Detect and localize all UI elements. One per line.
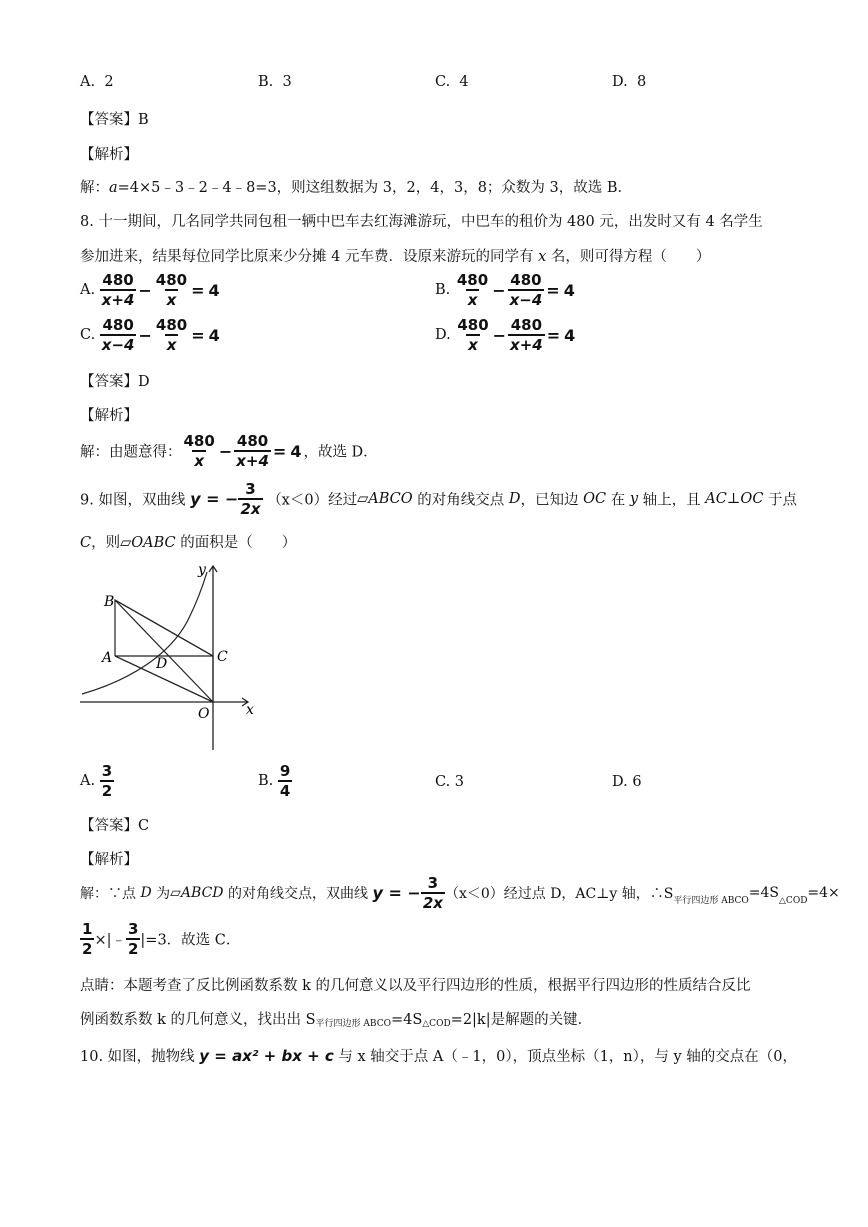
solution-text: =4S: [748, 885, 780, 901]
stem-text: 9. 如图，双曲线: [80, 492, 191, 509]
denominator: x−4: [101, 336, 135, 354]
option-letter: C.: [435, 74, 451, 90]
q9-answer: [80, 814, 149, 835]
fraction: [421, 874, 445, 912]
numerator: 480: [155, 316, 188, 334]
equals-sign: =: [191, 325, 205, 345]
numerator: 3: [427, 874, 439, 892]
denominator: x: [467, 291, 478, 309]
q8-option-c: [80, 316, 222, 354]
stem-text: 的面积是（ ）: [175, 535, 297, 551]
option-value: 4: [459, 74, 469, 90]
fraction: [238, 480, 262, 518]
solution-prefix: 解：由题意得：: [80, 444, 182, 461]
numerator: 3: [101, 762, 113, 780]
solution-text: 的对角线交点，双曲线: [223, 886, 373, 902]
numerator: 9: [279, 762, 291, 780]
numerator: 480: [510, 316, 543, 334]
shape-name: ABCO: [368, 491, 413, 507]
subscript: 平行四边形 ABCO: [315, 1019, 391, 1029]
fraction: [154, 316, 189, 354]
segment-bo: [115, 600, 213, 702]
option-value: 3: [454, 774, 465, 790]
equation: y = ax² + bx + c: [199, 1047, 334, 1065]
equals-sign: =: [191, 280, 205, 300]
denominator: x: [194, 452, 204, 470]
fraction: [234, 432, 271, 470]
numerator: 480: [155, 271, 188, 289]
q7-answer: [80, 108, 149, 129]
option-value: 2: [104, 74, 114, 90]
q8-option-a: [80, 271, 222, 309]
numerator: 1: [82, 920, 93, 938]
stem-text: 在: [606, 492, 630, 509]
rhs: 4: [208, 280, 220, 300]
label-b: B: [104, 594, 115, 610]
fraction: [455, 316, 490, 354]
answer-value: D: [138, 374, 150, 390]
subscript: △COD: [779, 896, 808, 906]
option-letter: B.: [258, 773, 274, 789]
label-y: y: [198, 562, 206, 578]
q9-comment-line2: [80, 1008, 592, 1029]
option-value: 6: [632, 774, 642, 790]
minus-sign: −: [492, 280, 506, 300]
numerator: 480: [457, 316, 489, 334]
label-d: D: [156, 656, 168, 672]
solution-text: （x＜0）经过点 D，AC⊥y 轴，∴S: [444, 886, 674, 902]
minus-sign: −: [218, 441, 233, 461]
axis-name: y: [629, 491, 639, 507]
fraction: [100, 316, 137, 354]
denominator: x+4: [101, 291, 135, 309]
solution-text: |=3．故选 C．: [140, 932, 241, 949]
fraction: [508, 316, 545, 354]
q9-stem-line1: [80, 480, 797, 518]
denominator: x+4: [510, 336, 543, 354]
option-letter: A.: [80, 74, 96, 90]
equation-lhs: y = −: [372, 883, 421, 903]
numerator: 480: [510, 271, 542, 289]
rhs: 4: [563, 280, 575, 300]
denominator: 2: [101, 782, 113, 800]
q9-solution-line1: [80, 874, 840, 912]
solution-suffix: ，故选 D．: [303, 444, 378, 461]
option-letter: B.: [258, 74, 274, 90]
equals-sign: =: [546, 325, 561, 345]
q10-stem: [80, 1045, 797, 1066]
denominator: x−4: [509, 291, 543, 309]
fraction: [100, 271, 137, 309]
fraction: [126, 920, 140, 958]
denominator: x: [166, 291, 177, 309]
q9-figure: [70, 560, 270, 760]
label-c: C: [217, 649, 228, 665]
answer-tag: 【答案】: [80, 112, 138, 128]
numerator: 3: [127, 920, 139, 938]
shape-name: OABC: [131, 535, 176, 551]
segment-bc: [115, 600, 213, 656]
fraction: [154, 271, 189, 309]
fraction: [508, 271, 545, 309]
variable-x: x: [538, 249, 547, 265]
label-x: x: [246, 702, 254, 718]
option-letter: A.: [80, 773, 96, 789]
stem-text: 轴上，且: [638, 492, 706, 509]
rhs: 4: [290, 441, 302, 461]
denominator: x: [468, 336, 478, 354]
option-letter: D.: [612, 74, 628, 90]
equation-lhs: y = −: [190, 489, 239, 509]
equals-sign: =: [272, 441, 287, 461]
subscript: △COD: [422, 1019, 451, 1029]
comment-text: =2|k|是解题的关键．: [450, 1012, 593, 1028]
q9-stem-line2: [80, 531, 296, 552]
option-value: 3: [282, 74, 292, 90]
fraction: [100, 762, 114, 800]
minus-sign: −: [138, 280, 152, 300]
numerator: 480: [102, 316, 134, 334]
q9-option-a: [80, 762, 114, 800]
option-letter: C.: [80, 327, 96, 343]
comment-text: 例函数系数 k 的几何意义，找出出 S: [80, 1012, 316, 1028]
solution-prefix: 解：: [80, 180, 109, 196]
stem-text: 名，则可得方程（ ）: [546, 249, 711, 265]
parallelogram-symbol: ▱: [170, 885, 181, 901]
q8-option-d: [435, 316, 577, 354]
segment-name: OC: [583, 491, 607, 507]
answer-tag: 【答案】: [80, 374, 138, 390]
parallelogram-symbol: ▱: [357, 491, 369, 507]
stem-text: 于点: [763, 492, 798, 509]
numerator: 480: [102, 271, 134, 289]
rhs: 4: [208, 325, 220, 345]
option-letter: D.: [612, 774, 628, 790]
denominator: 2x: [422, 894, 443, 912]
option-letter: C.: [435, 774, 451, 790]
q8-stem-line2: [80, 245, 710, 266]
solution-text: ×|﹣: [94, 932, 126, 949]
denominator: 4: [279, 782, 291, 800]
q8-option-b: [435, 271, 577, 309]
fraction: [455, 271, 490, 309]
q9-option-b: [258, 762, 292, 800]
label-o: O: [198, 706, 210, 722]
q7-option-b: [258, 74, 292, 90]
variable-a: a: [109, 180, 118, 196]
solution-text: 解：∵点: [80, 886, 141, 902]
numerator: 480: [183, 432, 215, 450]
q9-analysis-tag: 【解析】: [80, 852, 138, 868]
subscript: 平行四边形 ABCO: [673, 896, 749, 906]
numerator: 480: [236, 432, 269, 450]
solution-text: =4×5﹣3﹣2﹣4﹣8=3，则这组数据为 3，2，4，3，8；众数为 3，故选 B．: [117, 180, 633, 196]
q8-answer: [80, 370, 150, 391]
q9-comment-line1: 点睛：本题考查了反比例函数系数 k 的几何意义以及平行四边形的性质，根据平行四边形的性质结合反比: [80, 978, 751, 994]
parallelogram-symbol: ▱: [120, 535, 132, 551]
stem-text: （x＜0）经过: [267, 492, 358, 509]
option-letter: D.: [435, 327, 451, 343]
q7-option-c: [435, 74, 469, 90]
minus-sign: −: [492, 325, 507, 345]
shape-name: ABCD: [180, 885, 224, 901]
denominator: x+4: [236, 452, 269, 470]
comment-text: =4S: [390, 1012, 423, 1028]
answer-value: B: [138, 112, 149, 128]
denominator: 2: [82, 940, 93, 958]
point-name: D: [508, 491, 521, 507]
point-name: C: [80, 535, 92, 551]
perpendicular-relation: AC⊥OC: [705, 491, 764, 507]
q9-option-c: [435, 774, 464, 790]
q7-solution: [80, 176, 632, 197]
q8-solution: [80, 432, 378, 470]
rhs: 4: [564, 325, 576, 345]
denominator: 2x: [240, 500, 261, 518]
option-letter: B.: [435, 282, 451, 298]
q9-solution-line2: [80, 920, 240, 958]
q9-option-d: [612, 774, 642, 790]
fraction: [80, 920, 94, 958]
option-value: 8: [636, 74, 647, 90]
q7-option-d: [612, 74, 646, 90]
q8-stem-line1: 8. 十一期间，几名同学共同包租一辆中巴车去红海滩游玩，中巴车的租价为 480 元，出发时又有 4 名学生: [80, 214, 763, 230]
point-name: D: [140, 885, 152, 901]
minus-sign: −: [138, 325, 152, 345]
q8-analysis-tag: 【解析】: [80, 408, 138, 424]
option-letter: A.: [80, 282, 96, 298]
numerator: 480: [456, 271, 489, 289]
fraction: [182, 432, 217, 470]
stem-text: 与 x 轴交于点 A（﹣1，0），顶点坐标（1，n），与 y 轴的交点在（0，: [333, 1049, 798, 1065]
solution-text: 为: [151, 886, 171, 902]
numerator: 3: [245, 480, 256, 498]
stem-text: 10. 如图，抛物线: [80, 1049, 200, 1065]
q7-option-a: [80, 74, 114, 90]
denominator: 2: [127, 940, 139, 958]
q7-analysis-tag: 【解析】: [80, 147, 138, 163]
stem-text: ，则: [91, 535, 121, 551]
equals-sign: =: [546, 280, 560, 300]
answer-tag: 【答案】: [80, 818, 138, 834]
label-a: A: [102, 650, 113, 666]
stem-text: 参加进来，结果每位同学比原来少分摊 4 元车费．设原来游玩的同学有: [80, 249, 539, 265]
solution-text: =4×: [807, 885, 840, 901]
fraction: [278, 762, 292, 800]
stem-text: ，已知边: [520, 492, 584, 509]
answer-value: C: [138, 818, 150, 834]
denominator: x: [166, 336, 177, 354]
stem-text: 的对角线交点: [412, 492, 509, 509]
